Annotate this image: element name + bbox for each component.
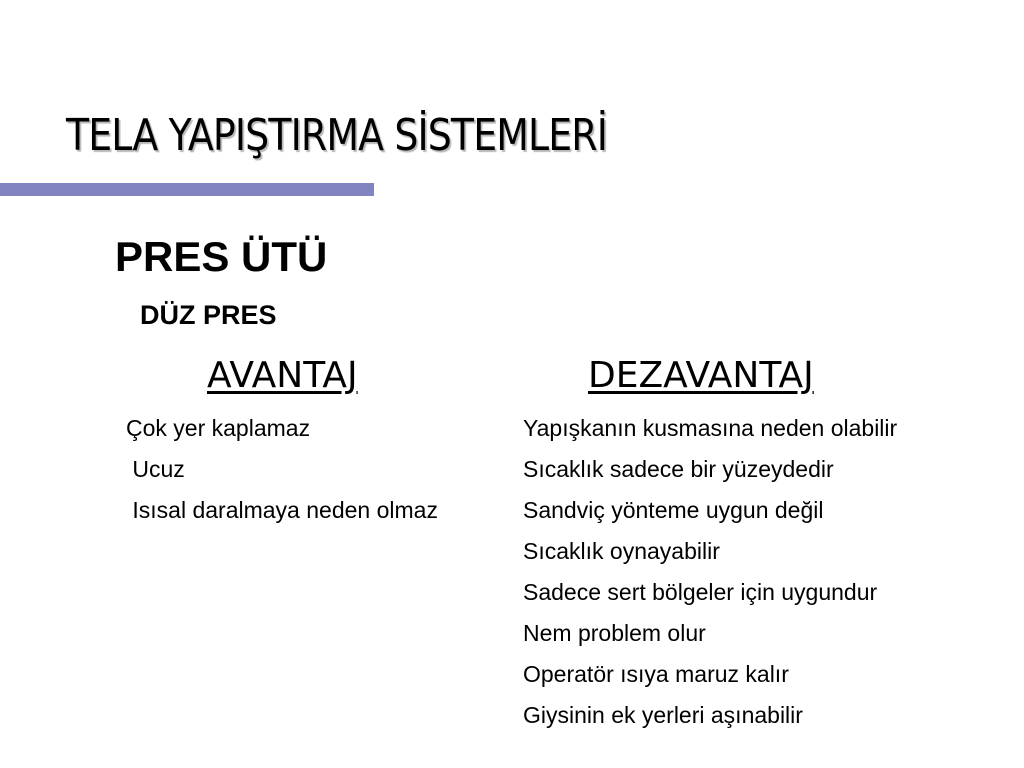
- slide-title: TELA YAPIŞTIRMA SİSTEMLERİ: [66, 110, 608, 161]
- disadvantage-item: Giysinin ek yerleri aşınabilir: [523, 702, 803, 728]
- disadvantage-item: Sadece sert bölgeler için uygundur: [523, 579, 878, 605]
- disadvantage-item: Sandviç yönteme uygun değil: [523, 497, 824, 523]
- advantage-item: Ucuz: [126, 456, 185, 482]
- disadvantage-item: Nem problem olur: [523, 620, 706, 646]
- title-underline-bar: [0, 183, 374, 196]
- disadvantages-list: [523, 414, 897, 742]
- disadvantage-item: Yapışkanın kusmasına neden olabilir: [523, 415, 898, 441]
- section-heading: PRES ÜTÜ: [115, 233, 328, 280]
- advantage-item: Isısal daralmaya neden olmaz: [126, 497, 438, 523]
- disadvantage-item: Operatör ısıya maruz kalır: [523, 661, 789, 687]
- advantages-header: AVANTAJ: [207, 355, 358, 396]
- disadvantage-item: Sıcaklık sadece bir yüzeydedir: [523, 456, 834, 482]
- disadvantage-item: Sıcaklık oynayabilir: [523, 538, 720, 564]
- advantage-item: Çok yer kaplamaz: [126, 415, 311, 441]
- advantages-list: [126, 414, 438, 537]
- disadvantages-header: DEZAVANTAJ: [588, 355, 814, 396]
- section-subheading: DÜZ PRES: [140, 300, 277, 330]
